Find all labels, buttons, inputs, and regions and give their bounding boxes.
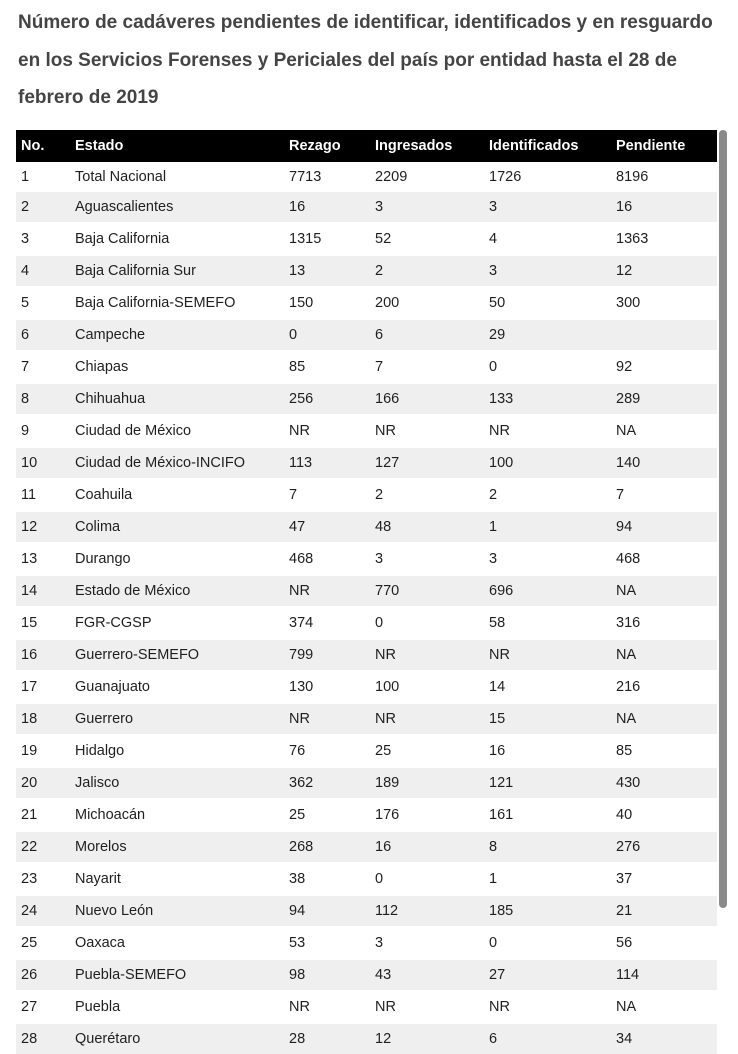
cell-pendiente: NA [616, 423, 637, 439]
cell-rezago: NR [289, 423, 310, 439]
cell-no: 1 [21, 169, 30, 185]
cell-no: 9 [21, 423, 30, 439]
table-row [16, 350, 717, 384]
cell-rezago: 7713 [289, 169, 322, 185]
cell-estado: Nuevo León [75, 903, 154, 919]
cell-ingresados: 52 [375, 231, 392, 247]
cell-ingresados: 16 [375, 839, 392, 855]
cell-identificados: 1726 [489, 169, 522, 185]
cell-estado: Guanajuato [75, 679, 150, 695]
cell-ingresados: 12 [375, 1031, 392, 1047]
cell-ingresados: 770 [375, 583, 400, 599]
table-body [16, 162, 717, 1054]
cell-ingresados: 7 [375, 359, 384, 375]
cell-pendiente: 216 [616, 679, 641, 695]
cell-ingresados: 43 [375, 967, 392, 983]
cell-pendiente: 37 [616, 871, 633, 887]
cell-estado: Baja California-SEMEFO [75, 295, 236, 311]
cell-estado: Michoacán [75, 807, 146, 823]
cell-ingresados: 3 [375, 199, 384, 215]
cell-estado: Campeche [75, 327, 146, 343]
cell-identificados: 3 [489, 263, 498, 279]
cell-pendiente: 34 [616, 1031, 633, 1047]
cell-estado: Coahuila [75, 487, 133, 503]
cell-ingresados: NR [375, 647, 396, 663]
cell-no: 13 [21, 551, 38, 567]
cell-no: 25 [21, 935, 38, 951]
table-row [16, 640, 717, 670]
cell-no: 24 [21, 903, 38, 919]
cell-ingresados: 166 [375, 391, 400, 407]
cell-pendiente: 276 [616, 839, 641, 855]
table-row [16, 162, 717, 192]
cell-no: 23 [21, 871, 38, 887]
cell-rezago: 0 [289, 327, 298, 343]
cell-identificados: 3 [489, 551, 498, 567]
cell-pendiente: 300 [616, 295, 641, 311]
cell-ingresados: 200 [375, 295, 400, 311]
cell-identificados: 6 [489, 1031, 498, 1047]
cell-rezago: 98 [289, 967, 306, 983]
cell-rezago: 150 [289, 295, 314, 311]
data-table-container [16, 130, 717, 1054]
table-row [16, 448, 717, 478]
cell-no: 17 [21, 679, 38, 695]
cell-estado: Guerrero-SEMEFO [75, 647, 200, 663]
cell-rezago: 38 [289, 871, 306, 887]
table-row [16, 320, 717, 350]
cell-pendiente [611, 320, 717, 350]
cell-estado: Nayarit [75, 871, 121, 887]
cell-rezago: 362 [289, 775, 314, 791]
table-row [16, 478, 717, 512]
table-row [16, 256, 717, 286]
cell-identificados: NR [489, 999, 510, 1015]
table-row [16, 990, 717, 1024]
header-no: No. [21, 138, 45, 154]
cell-pendiente: 140 [616, 455, 641, 471]
cell-identificados: 133 [489, 391, 514, 407]
table-row [16, 926, 717, 960]
cell-ingresados: 48 [375, 519, 392, 535]
cell-identificados: 16 [489, 743, 506, 759]
cell-ingresados: 189 [375, 775, 400, 791]
cell-pendiente: 1363 [616, 231, 649, 247]
cell-pendiente: NA [616, 647, 637, 663]
cell-no: 10 [21, 455, 38, 471]
cell-no: 4 [21, 263, 30, 279]
cell-identificados: 3 [489, 199, 498, 215]
cell-no: 12 [21, 519, 38, 535]
cell-rezago: 374 [289, 615, 314, 631]
table-row [16, 414, 717, 448]
cell-ingresados: 127 [375, 455, 400, 471]
table-row [16, 798, 717, 832]
table-row [16, 192, 717, 222]
cell-pendiente: NA [616, 999, 637, 1015]
cell-pendiente: NA [616, 583, 637, 599]
cell-identificados: 100 [489, 455, 514, 471]
cell-estado: Chiapas [75, 359, 129, 375]
table-row [16, 576, 717, 606]
cell-identificados: NR [489, 647, 510, 663]
cell-identificados: 29 [489, 327, 506, 343]
table-row [16, 606, 717, 640]
cell-pendiente: 7 [616, 487, 625, 503]
cell-ingresados: NR [375, 423, 396, 439]
cell-rezago: 256 [289, 391, 314, 407]
cell-estado: Estado de México [75, 583, 191, 599]
cell-ingresados: 0 [375, 615, 384, 631]
table-row [16, 734, 717, 768]
cell-pendiente: 289 [616, 391, 641, 407]
cell-rezago: 53 [289, 935, 306, 951]
cell-pendiente: 21 [616, 903, 633, 919]
cell-identificados: 14 [489, 679, 506, 695]
cell-no: 14 [21, 583, 38, 599]
cell-identificados: 161 [489, 807, 514, 823]
table-row [16, 222, 717, 256]
cell-no: 11 [21, 487, 37, 503]
cell-identificados: 50 [489, 295, 506, 311]
table-row [16, 286, 717, 320]
cell-estado: Jalisco [75, 775, 120, 791]
cell-estado: Ciudad de México [75, 423, 192, 439]
cell-identificados: NR [489, 423, 510, 439]
cell-no: 5 [21, 295, 30, 311]
cell-estado: Guerrero [75, 711, 134, 727]
cell-no: 6 [21, 327, 30, 343]
cell-identificados: 27 [489, 967, 506, 983]
cell-identificados: 121 [489, 775, 514, 791]
cell-pendiente: 85 [616, 743, 633, 759]
cell-estado: Baja California Sur [75, 263, 196, 279]
cell-estado: Morelos [75, 839, 127, 855]
cell-identificados: 185 [489, 903, 514, 919]
header-pendiente: Pendiente [616, 138, 686, 154]
cell-pendiente: 468 [616, 551, 641, 567]
header-identificados: Identificados [489, 138, 579, 154]
cell-no: 15 [21, 615, 38, 631]
header-row [16, 130, 717, 162]
cell-ingresados: 3 [375, 551, 384, 567]
cell-estado: Colima [75, 519, 121, 535]
cell-estado: Durango [75, 551, 131, 567]
cell-ingresados: 100 [375, 679, 400, 695]
cell-rezago: 25 [289, 807, 306, 823]
cell-no: 27 [21, 999, 38, 1015]
cell-ingresados: 112 [375, 903, 399, 919]
cell-rezago: 85 [289, 359, 306, 375]
data-table [16, 130, 717, 1054]
cell-pendiente: 16 [616, 199, 633, 215]
cell-rezago: NR [289, 583, 310, 599]
table-row [16, 670, 717, 704]
cell-estado: Aguascalientes [75, 199, 174, 215]
cell-rezago: 1315 [289, 231, 322, 247]
cell-ingresados: 3 [375, 935, 384, 951]
cell-ingresados: 25 [375, 743, 392, 759]
cell-pendiente: 12 [616, 263, 633, 279]
cell-ingresados: NR [375, 999, 396, 1015]
cell-rezago: 268 [289, 839, 314, 855]
cell-rezago: 47 [289, 519, 306, 535]
cell-no: 19 [21, 743, 38, 759]
cell-no: 28 [21, 1031, 38, 1047]
cell-pendiente: 114 [616, 967, 640, 983]
table-row [16, 512, 717, 542]
cell-ingresados: 2 [375, 263, 384, 279]
cell-rezago: 13 [289, 263, 306, 279]
cell-rezago: 7 [289, 487, 298, 503]
cell-estado: Hidalgo [75, 743, 125, 759]
cell-identificados: 58 [489, 615, 506, 631]
cell-rezago: 468 [289, 551, 314, 567]
cell-estado: Oaxaca [75, 935, 125, 951]
table-row [16, 768, 717, 798]
cell-rezago: 113 [289, 455, 313, 471]
cell-ingresados: NR [375, 711, 396, 727]
cell-no: 18 [21, 711, 38, 727]
table-row [16, 862, 717, 896]
cell-pendiente: 94 [616, 519, 633, 535]
cell-pendiente: 316 [616, 615, 641, 631]
cell-no: 16 [21, 647, 38, 663]
table-row [16, 960, 717, 990]
cell-pendiente: 430 [616, 775, 641, 791]
cell-rezago: 76 [289, 743, 306, 759]
cell-no: 2 [21, 199, 30, 215]
cell-ingresados: 176 [375, 807, 400, 823]
cell-no: 3 [21, 231, 30, 247]
vertical-scrollbar[interactable] [719, 130, 727, 908]
cell-identificados: 1 [489, 519, 498, 535]
cell-pendiente: 8196 [616, 169, 649, 185]
cell-estado: Puebla-SEMEFO [75, 967, 187, 983]
cell-identificados: 0 [489, 359, 498, 375]
cell-pendiente: 40 [616, 807, 633, 823]
cell-ingresados: 2209 [375, 169, 408, 185]
cell-rezago: 16 [289, 199, 306, 215]
cell-estado: Puebla [75, 999, 121, 1015]
table-header [16, 130, 717, 162]
cell-no: 7 [21, 359, 30, 375]
cell-identificados: 696 [489, 583, 514, 599]
header-ingresados: Ingresados [375, 138, 453, 154]
cell-identificados: 2 [489, 487, 498, 503]
cell-estado: Chihuahua [75, 391, 146, 407]
cell-ingresados: 0 [375, 871, 384, 887]
cell-ingresados: 6 [375, 327, 384, 343]
table-row [16, 896, 717, 926]
cell-no: 22 [21, 839, 38, 855]
table-row [16, 1024, 717, 1054]
cell-estado: FGR-CGSP [75, 615, 152, 631]
cell-ingresados: 2 [375, 487, 384, 503]
table-row [16, 542, 717, 576]
cell-estado: Ciudad de México-INCIFO [75, 455, 246, 471]
header-rezago: Rezago [289, 138, 341, 154]
cell-no: 20 [21, 775, 38, 791]
cell-identificados: 4 [489, 231, 498, 247]
table-row [16, 384, 717, 414]
cell-identificados: 1 [489, 871, 498, 887]
cell-no: 26 [21, 967, 38, 983]
cell-rezago: 130 [289, 679, 314, 695]
table-row [16, 832, 717, 862]
cell-rezago: 799 [289, 647, 314, 663]
cell-rezago: NR [289, 999, 310, 1015]
cell-estado: Baja California [75, 231, 170, 247]
cell-identificados: 8 [489, 839, 498, 855]
cell-estado: Querétaro [75, 1031, 141, 1047]
header-estado: Estado [75, 138, 124, 154]
cell-rezago: 94 [289, 903, 306, 919]
cell-no: 8 [21, 391, 30, 407]
cell-no: 21 [21, 807, 38, 823]
page-title: Número de cadáveres pendientes de identificar, identificados y en resguardo en los Servicios Forenses y Periciales del país por entidad hasta el 28 de febrero de 2019 [18, 12, 713, 108]
cell-pendiente: 56 [616, 935, 633, 951]
cell-pendiente: NA [616, 711, 637, 727]
cell-rezago: NR [289, 711, 310, 727]
cell-identificados: 15 [489, 711, 506, 727]
cell-rezago: 28 [289, 1031, 306, 1047]
cell-estado: Total Nacional [75, 169, 167, 185]
table-row [16, 704, 717, 734]
cell-identificados: 0 [489, 935, 498, 951]
cell-pendiente: 92 [616, 359, 633, 375]
